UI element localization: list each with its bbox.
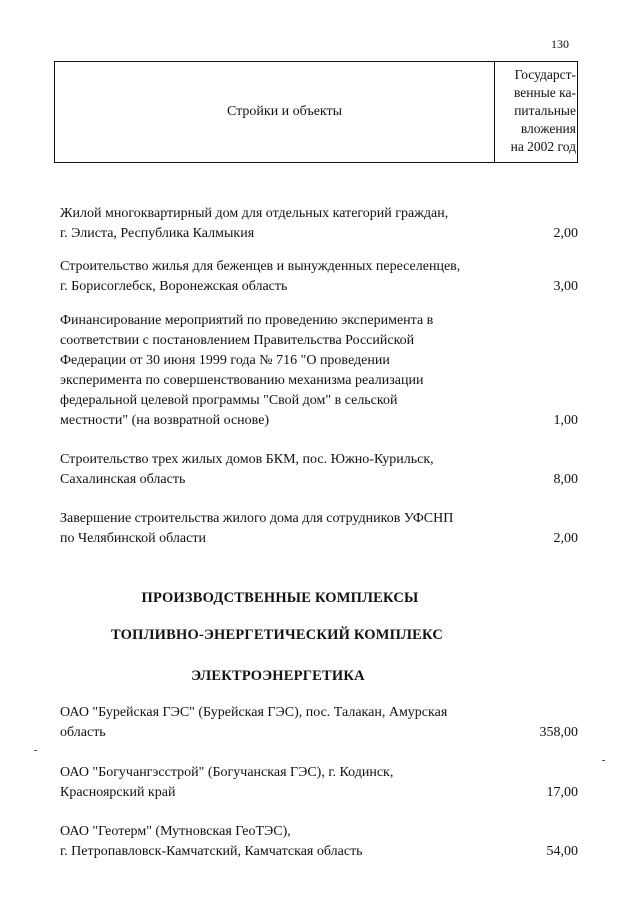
list-item xyxy=(60,311,578,431)
header-investments-line: Государст- xyxy=(514,67,576,82)
entry-text-line: ОАО "Бурейская ГЭС" (Бурейская ГЭС), пос. Талакан, Амурская xyxy=(60,705,448,720)
entry-text-line: местности" (на возвратной основе) xyxy=(60,413,270,428)
list-item xyxy=(60,257,578,297)
entry-text-line: Строительство жилья для беженцев и вынужденных переселенцев, xyxy=(60,259,461,274)
entry-value: 8,00 xyxy=(553,472,578,487)
entry-text-line: Сахалинская область xyxy=(60,472,186,487)
list-item xyxy=(60,703,578,743)
entry-text-line: ОАО "Геотерм" (Мутновская ГеоТЭС), xyxy=(60,824,291,839)
header-investments-line: венные ка- xyxy=(513,85,576,100)
list-item xyxy=(60,822,578,862)
entry-text-line: Красноярский край xyxy=(60,785,176,800)
entry-text-line: Строительство трех жилых домов БКМ, пос. Южно-Курильск, xyxy=(60,452,434,467)
entry-text-line: Финансирование мероприятий по проведению эксперимента в xyxy=(60,313,434,328)
entry-text-line: г. Элиста, Республика Калмыкия xyxy=(60,226,255,241)
list-item xyxy=(60,450,578,490)
entry-text-line: федеральной целевой программы "Свой дом" в сельской xyxy=(60,393,398,408)
entry-text-line: эксперимента по совершенствованию механизма реализации xyxy=(60,373,424,388)
header-investments-line: на 2002 год xyxy=(510,139,576,154)
entry-text-line: по Челябинской области xyxy=(60,531,206,546)
entry-text-line: г. Борисоглебск, Воронежская область xyxy=(60,279,288,294)
entry-value: 2,00 xyxy=(553,226,578,241)
header-column-objects xyxy=(55,62,494,162)
section-heading: ПРОИЗВОДСТВЕННЫЕ КОМПЛЕКСЫ xyxy=(141,590,419,606)
scan-mark xyxy=(602,760,605,761)
list-item xyxy=(60,509,578,549)
subsection-heading: ЭЛЕКТРОЭНЕРГЕТИКА xyxy=(191,668,365,684)
scan-mark xyxy=(34,750,37,751)
header-column-investments xyxy=(496,66,576,156)
entry-value: 358,00 xyxy=(539,725,578,740)
section-heading: ТОПЛИВНО-ЭНЕРГЕТИЧЕСКИЙ КОМПЛЕКС xyxy=(110,627,444,643)
entry-value: 1,00 xyxy=(553,413,578,428)
entry-text-line: Жилой многоквартирный дом для отдельных категорий граждан, xyxy=(60,206,449,221)
header-investments-line: вложения xyxy=(520,121,576,136)
entry-text-line: г. Петропавловск-Камчатский, Камчатская область xyxy=(60,844,363,859)
entry-value: 3,00 xyxy=(553,279,578,294)
list-item xyxy=(60,204,578,244)
entry-text-line: ОАО "Богучангэсстрой" (Богучанская ГЭС), г. Кодинск, xyxy=(60,765,394,780)
header-divider xyxy=(494,62,495,162)
entry-text-line: Федерации от 30 июня 1999 года № 716 "О проведении xyxy=(60,353,390,368)
list-item xyxy=(60,763,578,803)
entry-value: 17,00 xyxy=(546,785,578,800)
entry-text-line: Завершение строительства жилого дома для сотрудников УФСНП xyxy=(60,511,454,526)
entry-value: 2,00 xyxy=(553,531,578,546)
entry-text-line: соответствии с постановлением Правительства Российской xyxy=(60,333,415,348)
entry-text-line: область xyxy=(60,725,106,740)
page-number: 130 xyxy=(551,37,569,51)
entry-value: 54,00 xyxy=(546,844,578,859)
header-investments-line: питальные xyxy=(514,103,576,118)
header-objects-label: Стройки и объекты xyxy=(226,104,343,119)
table-header xyxy=(54,61,578,163)
